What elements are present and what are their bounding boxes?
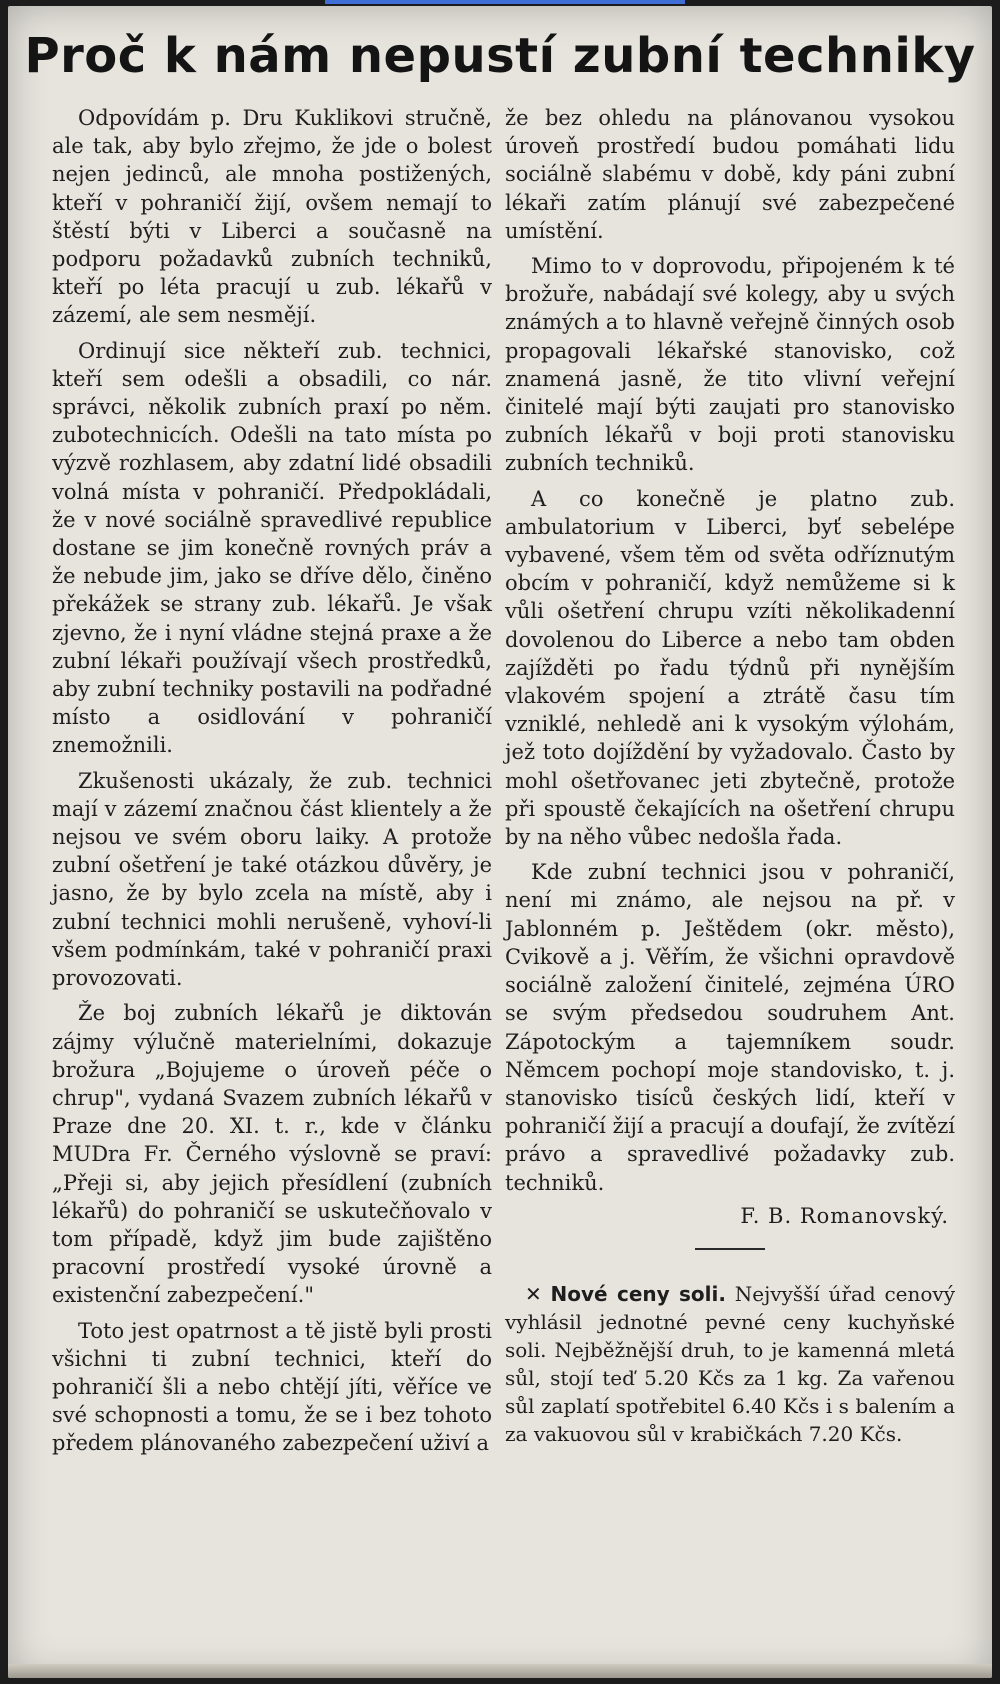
newspaper-clipping bbox=[8, 6, 992, 1678]
article-paragraph: Ordinují sice někteří zub. technici, kteří sem odešli a obsadili, co nár. správci, několik zubních praxí po něm. zubotechnicích. Odešli na tato místa po výzvě rozhlasem, aby zdatní lidé obsadili volná místa v pohraničí. Předpokládali, že v nové sociálně spravedlivé republice dostane se jim konečně rovných práv a že nebude jim, jako se dříve dělo, činěno překážek se strany zub. lékařů. Je však zjevno, že i nyní vládne stejná praxe a že zubní lékaři používají všech prostředků, aby zubní techniky postavili na podřadné místo a osidlování v pohraničí znemožnili. bbox=[52, 338, 492, 758]
article-paragraph: Zkušenosti ukázaly, že zub. technici mají v zázemí značnou část klientely a že nejsou ve svém oboru laiky. A protože zubní ošetření je také otázkou důvěry, je jasno, že by bylo zcela na místě, aby i zubní technici mohli nerušeně, vyhoví-li všem podmínkám, také v pohraničí praxi provozovati. bbox=[52, 768, 492, 991]
article-paragraph: Odpovídám p. Dru Kuklikovi stručně, ale tak, aby bylo zřejmo, že jde o bolest nejen jedinců, ale mnoha postižených, kteří v pohraničí žijí, ovšem nemají to štěstí býti v Liberci a současně na podporu požadavků zubních techniků, kteří po léta pracují u zub. lékařů v zázemí, ale sem nesmějí. bbox=[52, 106, 492, 328]
article-paragraph: Že boj zubních lékařů je diktován zájmy výlučně materielními, dokazuje brožura „Bojujeme o úroveň péče o chrup", vydaná Svazem zubních lékařů v Praze dne 20. XI. t. r., kde v článku MUDra Fr. Černého výslovně se praví: „Přeji si, aby jejich přesídlení (zubních lékařů) do pohraničí se uskutečňovalo v tom případě, když jim bude zajištěno pracovní prostředí vysoké úrovně a existenční zabezpečení." bbox=[52, 1001, 492, 1308]
cross-mark-icon: ✕ bbox=[525, 1281, 542, 1306]
article-paragraph: že bez ohledu na plánovanou vysokou úroveň prostředí budou pomáhati lidu sociálně slabému v době, kdy páni zubní lékaři zatím plánují své zabezpečené umístění. bbox=[505, 106, 955, 243]
article-byline: F. B. Romanovský. bbox=[740, 1203, 949, 1228]
article-paragraph: Mimo to v doprovodu, připojeném k té brožuře, nabádají své kolegy, aby u svých známých a to hlavně veřejně činných osob propagovali lékařské stanovisko, což znamená jasně, že tito vlivní veřejní činitelé mají býti zaujati pro stanovisko zubních lékařů v boji proti stanovisku zubních techniků. bbox=[505, 254, 955, 476]
notice-body: Nejvyšší úřad cenový vyhlásil jednotné pevné ceny kuchyňské soli. Nejběžnější druh, to je kamenná mletá sůl, stojí teď 5.20 Kčs za 1 kg. Za vařenou sůl zaplatí spotřebitel 6.40 Kčs i s balením a za vakuovou sůl v krabičkách 7.20 Kčs. bbox=[505, 1281, 956, 1446]
article-left-column bbox=[52, 104, 492, 1465]
article-paragraph: Kde zubní technici jsou v pohraničí, není mi známo, ale nejsou na př. v Jablonném p. Ještědem (okr. město), Cvikově a j. Věřím, že všichni opravdově sociálně založení činitelé, zejména ÚRO se svým předsedou soudruhem Ant. Zápotockým a tajemníkem soudr. Němcem pochopí moje standovisko, t. j. stanovisko tisíců českých lidí, kteří v pohraničí žijí a pracují a doufají, že zvítězí právo a spravedlivé požadavky zub. techniků. bbox=[505, 860, 955, 1195]
article-headline: Proč k nám nepustí zubní techniky bbox=[24, 28, 976, 84]
article-right-column bbox=[505, 104, 955, 1448]
article-paragraph: Toto jest opatrnost a tě jistě byli prosti všichni ti zubní technici, kteří do pohraničí šli a nebo chtějí jíti, věříce ve své schopnosti a tomu, že se i bez tohoto předem plánovaného zabezpečení uživí a bbox=[52, 1318, 492, 1456]
section-divider bbox=[695, 1248, 765, 1250]
paper-bottom-edge bbox=[8, 1664, 992, 1678]
notice-title: Nové ceny soli. bbox=[550, 1281, 726, 1306]
top-accent-bar bbox=[325, 0, 685, 4]
article-paragraph: A co konečně je platno zub. ambulatorium v Liberci, byť sebelépe vybavené, všem těm od světa odříznutým obcím v pohraničí, když nemůžeme si k vůli ošetření chrupu vzíti několikadenní dovolenou do Liberce a nebo tam obden zajížděti po řadu týdnů při nynějším vlakovém spojení a ztrátě času tím vzniklé, nehledě ani k vysokým výlohám, jež toto dojíždění by vyžadovalo. Často by mohl ošetřovanec jeti zbytečně, protože při spoustě čekajících na ošetření chrupu by na něho vůbec nedošla řada. bbox=[505, 486, 955, 850]
salt-price-notice bbox=[505, 1280, 955, 1448]
